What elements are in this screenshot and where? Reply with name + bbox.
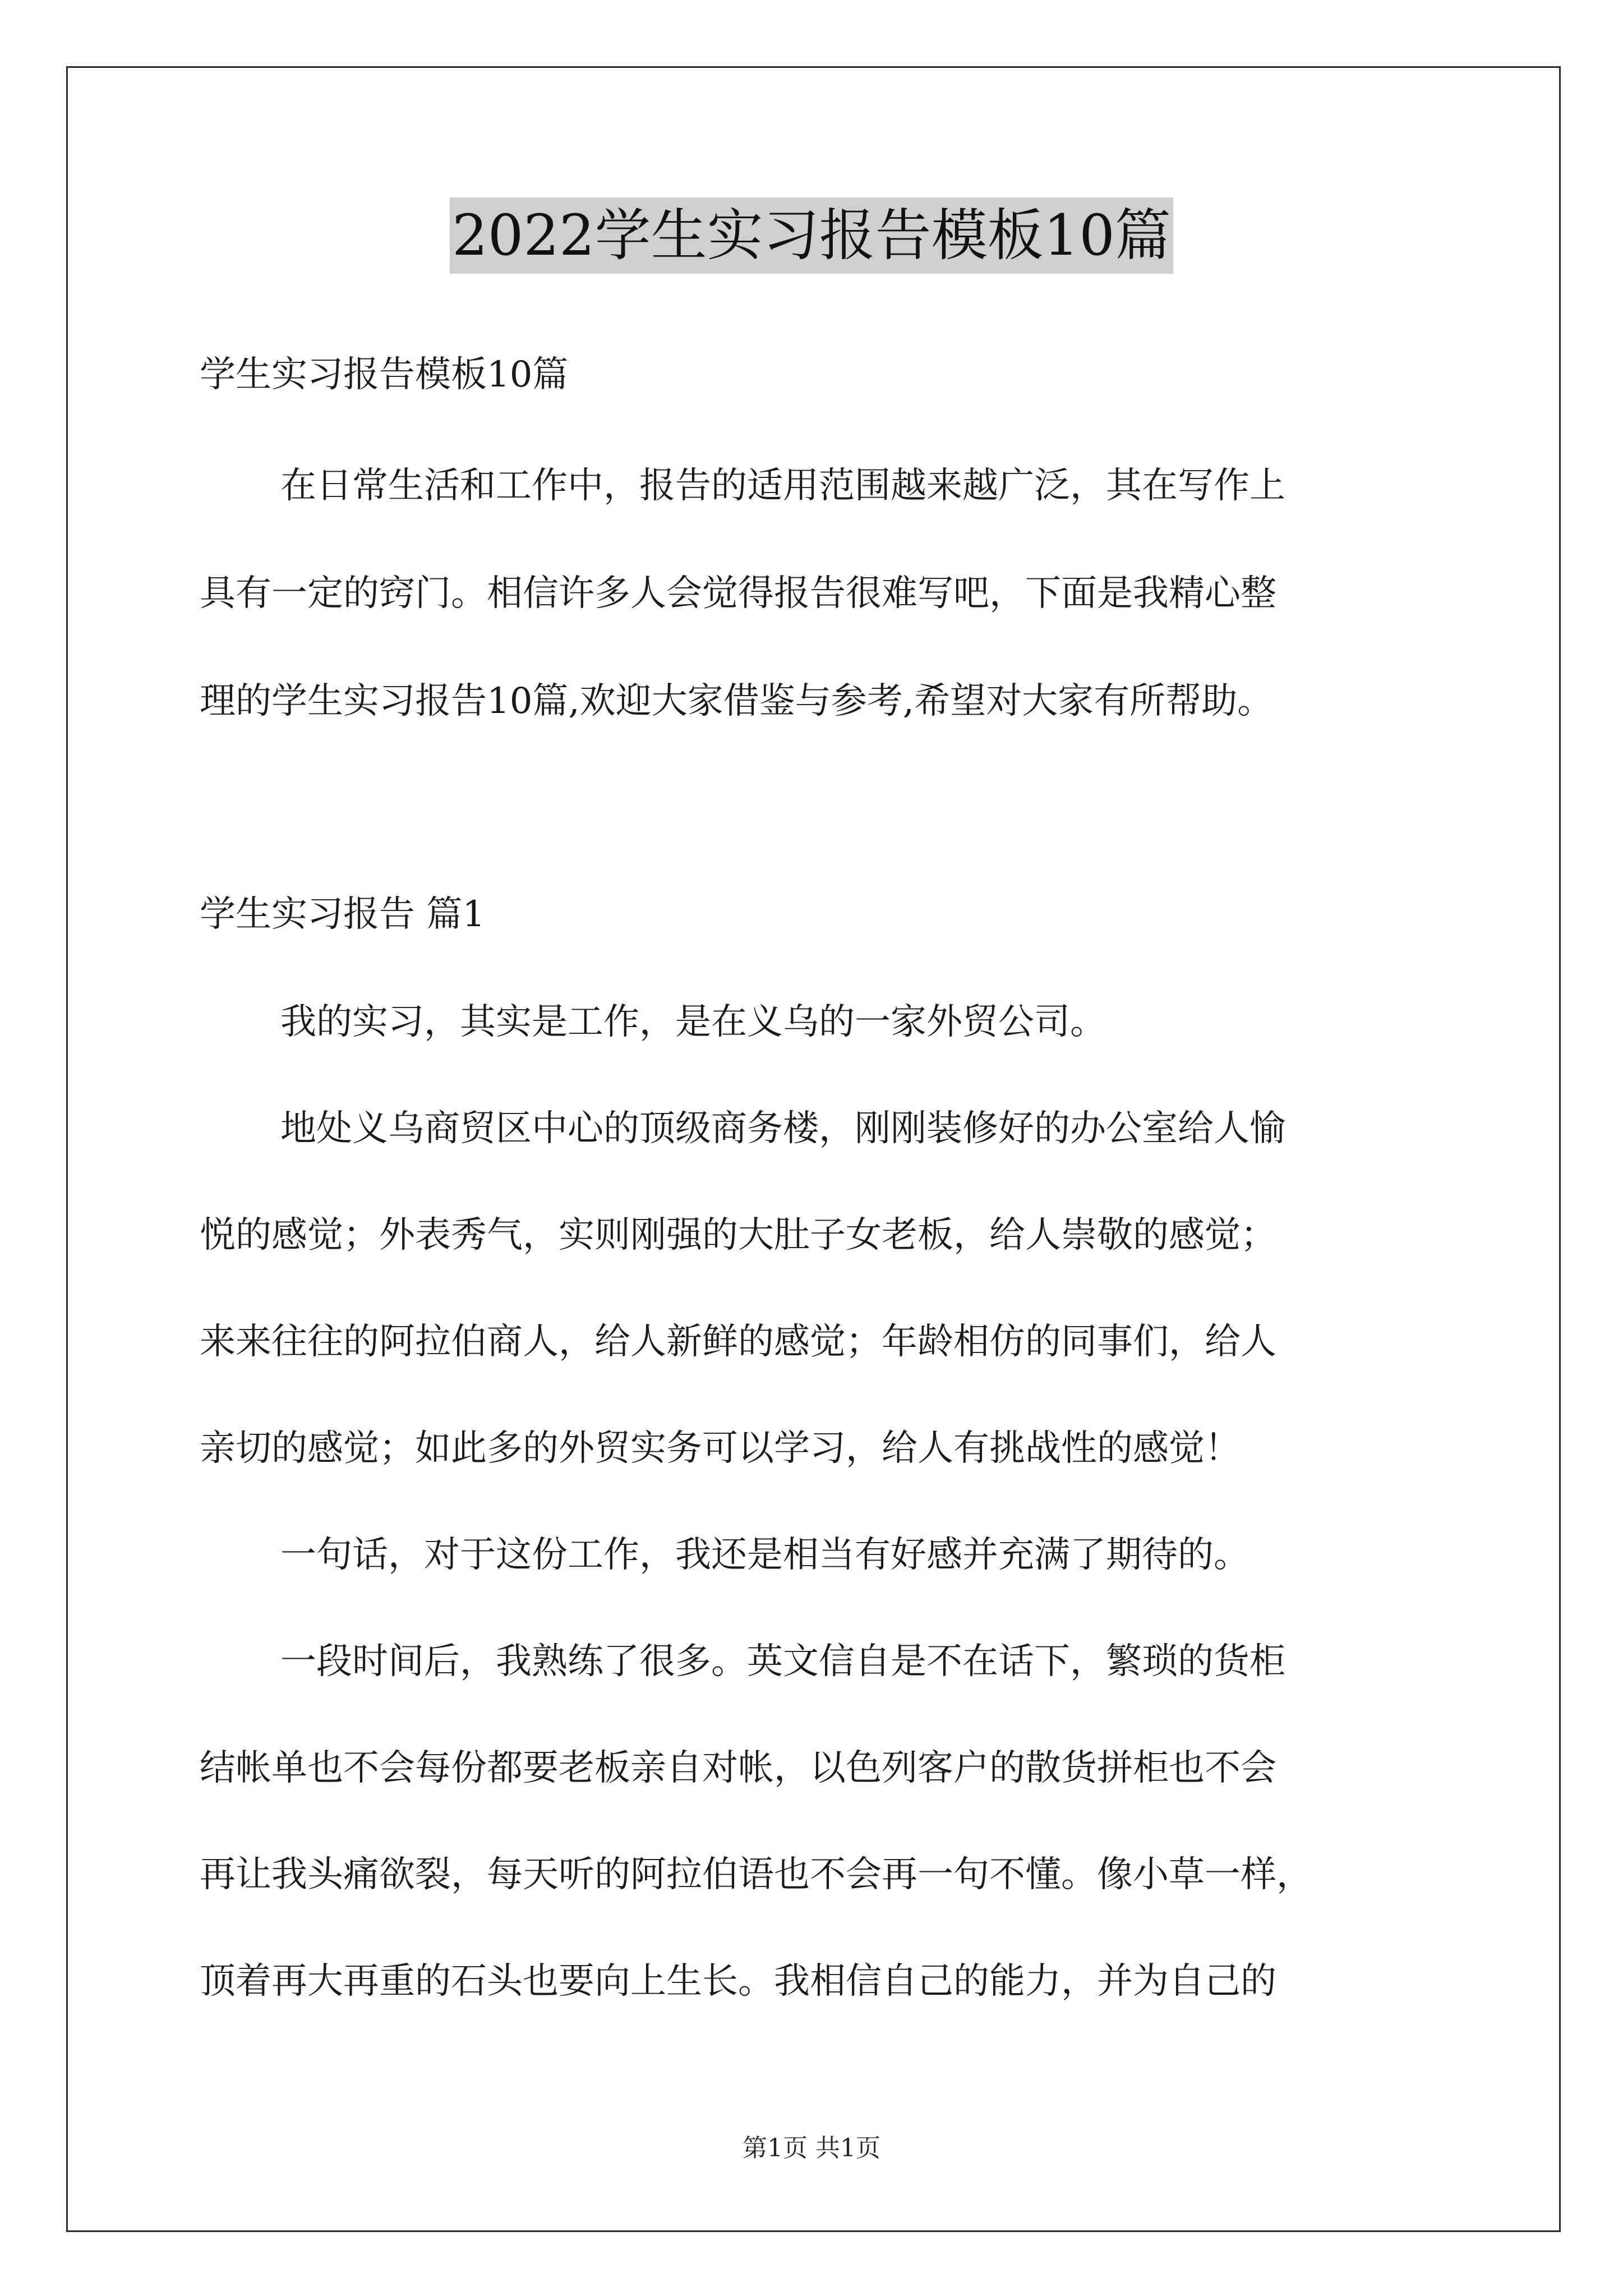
body-line: 一句话，对于这份工作，我还是相当有好感并充满了期待的。: [280, 1534, 1249, 1576]
intro-line: 理的学生实习报告10篇,欢迎大家借鉴与参考,希望对大家有所帮助。: [200, 680, 1274, 722]
section-heading: 学生实习报告 篇1: [200, 894, 486, 935]
page-footer: 第1页 共1页: [743, 2134, 880, 2162]
body-line: 一段时间后，我熟练了很多。英文信自是不在话下，繁琐的货柜: [280, 1641, 1285, 1682]
subtitle: 学生实习报告模板10篇: [200, 354, 569, 395]
intro-line: 具有一定的窍门。相信许多人会觉得报告很难写吧，下面是我精心整: [200, 573, 1276, 614]
body-line: 亲切的感觉；如此多的外贸实务可以学习，给人有挑战性的感觉！: [200, 1428, 1241, 1469]
body-line: 悦的感觉；外表秀气，实则刚强的大肚子女老板，给人崇敬的感觉；: [200, 1214, 1276, 1256]
body-line: 来来往往的阿拉伯商人，给人新鲜的感觉；年龄相仿的同事们，给人: [200, 1321, 1276, 1363]
body-line: 再让我头痛欲裂，每天听的阿拉伯语也不会再一句不懂。像小草一样，: [200, 1854, 1312, 1895]
document-title: 2022学生实习报告模板10篇: [450, 197, 1173, 274]
intro-line: 在日常生活和工作中，报告的适用范围越来越广泛，其在写作上: [280, 465, 1285, 507]
body-line: 我的实习，其实是工作，是在义乌的一家外贸公司。: [280, 1001, 1106, 1043]
body-line: 结帐单也不会每份都要老板亲自对帐，以色列客户的散货拼柜也不会: [200, 1747, 1276, 1789]
title-container: [0, 197, 1623, 274]
body-line: 顶着再大再重的石头也要向上生长。我相信自己的能力，并为自己的: [200, 1961, 1276, 2002]
body-line: 地处义乌商贸区中心的顶级商务楼，刚刚装修好的办公室给人愉: [280, 1108, 1285, 1149]
